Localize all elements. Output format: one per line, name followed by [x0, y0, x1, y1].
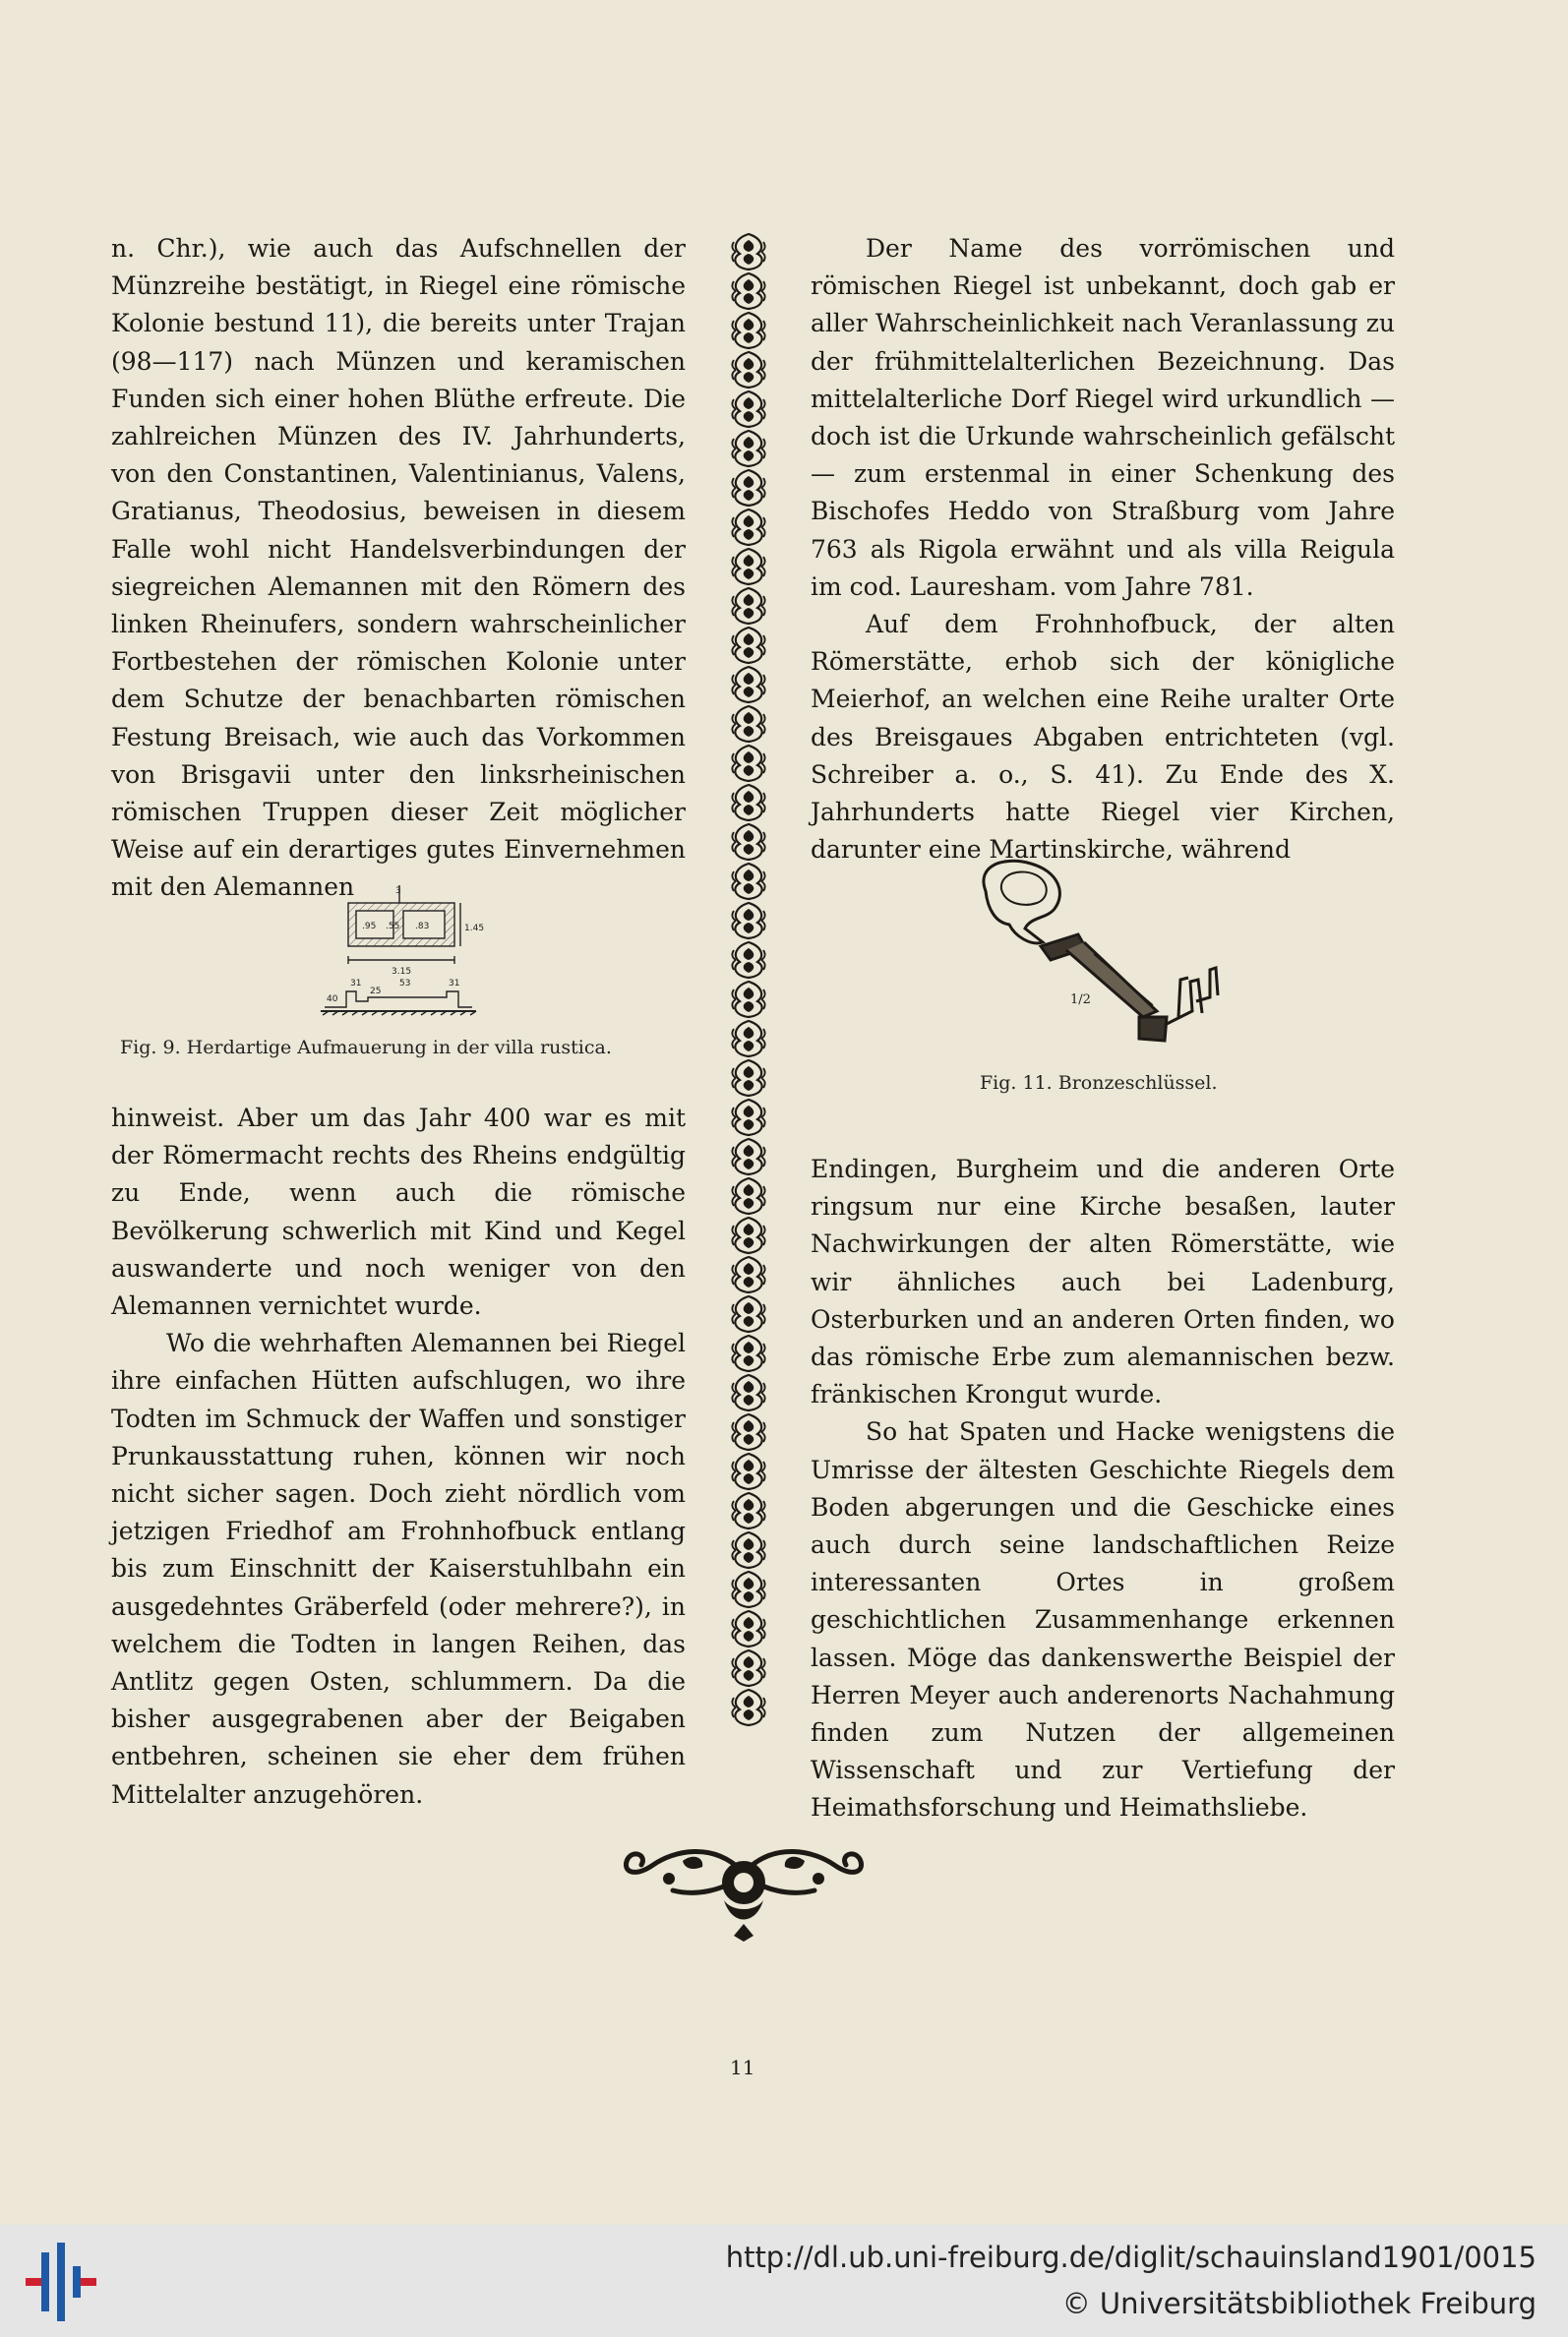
- fig9-caption: Fig. 9. Herdartige Aufmauerung in der villa rustica.: [120, 1037, 612, 1058]
- left-bottom-paragraph: hinweist. Aber um das Jahr 400 war es mit der Römermacht rechts des Rheins endgültig zu Ende, wenn auch die römische Bevölkerung schwerlich mit Kind und Kegel auswanderte und noch weniger von den Alemannen vernichtet wurde.: [111, 1104, 686, 1321]
- fig11-key-drawing: [956, 852, 1261, 1049]
- fig9-label: 31: [449, 979, 460, 989]
- fig9-label: 1.45: [464, 924, 485, 933]
- right-top-paragraph: Der Name des vorrömischen und römischen Riegel ist unbekannt, doch gab er aller Wahrscheinlichkeit nach Veranlassung zu der frühmittelalterlichen Bezeichnung. Das mittelalterliche Dorf Riegel wird urkundlich — doch ist die Urkunde wahrscheinlich gefälscht — zum erstenmal in einer Schenkung des Bischofes Heddo von Straßburg vom Jahre 763 als Rigola erwähnt und als villa Reigula im cod. Lauresham. vom Jahre 781.: [811, 234, 1395, 601]
- footer-copyright: © Universitätsbibliothek Freiburg: [1061, 2287, 1537, 2320]
- fig11-caption: Fig. 11. Bronzeschlüssel.: [980, 1072, 1218, 1094]
- left-top-paragraph: n. Chr.), wie auch das Aufschnellen der Münzreihe bestätigt, in Riegel eine römische Kolonie bestund 11), die bereits unter Trajan (98—117) nach Münzen und keramischen Funden sich einer hohen Blüthe erfreute. Die zahlreichen Münzen des IV. Jahrhunderts, von den Constantinen, Valentinianus, Valens, Gratianus, Theodosius, beweisen in diesem Falle wohl nicht Handelsverbindungen der siegreichen Alemannen mit den Römern des linken Rheinufers, sondern wahrscheinlicher Fortbestehen der römischen Kolonie unter dem Schutze der benachbarten römischen Festung Breisach, wie auch das Vorkommen von Brisgavii unter den linksrheinischen römischen Truppen dieser Zeit möglicher Weise auf ein derartiges gutes Einvernehmen mit den Alemannen: [111, 234, 686, 902]
- fig9-label: 53: [399, 979, 411, 989]
- footer-url-link[interactable]: http://dl.ub.uni-freiburg.de/diglit/schauinsland1901/0015: [725, 2241, 1537, 2274]
- right-column-top: [811, 230, 1395, 869]
- left-column-bottom: [111, 1100, 686, 1814]
- fig9-label: 3.15: [392, 967, 412, 977]
- tailpiece-ornament: [614, 1831, 874, 1944]
- library-logo[interactable]: [22, 2239, 100, 2325]
- fig9-label: .83: [415, 922, 430, 931]
- ornamental-divider: [726, 232, 771, 1749]
- fig9-drawing: [313, 881, 488, 1027]
- left-bottom-paragraph: Wo die wehrhaften Alemannen bei Riegel ihre einfachen Hütten aufschlugen, wo ihre Todten im Schmuck der Waffen und sonstiger Prunkausstattung ruhen, können wir noch nicht sicher sagen. Doch zieht nördlich vom jetzigen Friedhof am Frohnhofbuck entlang bis zum Einschnitt der Kaiserstuhlbahn ein ausgedehntes Gräberfeld (oder mehrere?), in welchem die Todten in langen Reihen, das Antlitz gegen Osten, schlummern. Da die bisher ausgegrabenen aber der Beigaben entbehren, scheinen sie eher dem frühen Mittelalter anzugehören.: [111, 1329, 686, 1809]
- fig9-label: 25: [370, 987, 382, 996]
- right-bottom-paragraph: So hat Spaten und Hacke wenigstens die Umrisse der ältesten Geschichte Riegels dem Boden abgerungen und die Geschicke eines auch durch seine landschaftlichen Reize interessanten Ortes in großem geschichtlichen Zusammenhange erkennen lassen. Möge das dankenswerthe Beispiel der Herren Meyer auch anderenorts Nachahmung finden zum Nutzen der allgemeinen Wissenschaft und zur Vertiefung der Heimathsforschung und Heimathsliebe.: [811, 1417, 1395, 1823]
- left-column-top: [111, 230, 686, 907]
- fig9-label: .55: [386, 922, 400, 931]
- right-column-bottom: [811, 1151, 1395, 1828]
- right-bottom-paragraph: Endingen, Burgheim und die anderen Orte ringsum nur eine Kirche besaßen, lauter Nachwirkungen der alten Römerstätte, wie wir ähnliches auch bei Ladenburg, Osterburken und an anderen Orten finden, wo das römische Erbe zum alemannischen bezw. fränkischen Krongut wurde.: [811, 1155, 1395, 1409]
- fig9-label: .95: [362, 922, 377, 931]
- fig11-scale: 1/2: [1070, 992, 1091, 1007]
- fig9-label: 3: [395, 886, 401, 896]
- page-number: 11: [730, 2056, 755, 2079]
- fig9-label: 31: [350, 979, 362, 989]
- right-top-paragraph: Auf dem Frohnhofbuck, der alten Römerstätte, erhob sich der königliche Meierhof, an welchen eine Reihe uralter Orte des Breisgaues Abgaben entrichteten (vgl. Schreiber a. o., S. 41). Zu Ende des X. Jahrhunderts hatte Riegel vier Kirchen, darunter eine Martinskirche, während: [811, 610, 1395, 865]
- fig9-label: 40: [327, 994, 338, 1004]
